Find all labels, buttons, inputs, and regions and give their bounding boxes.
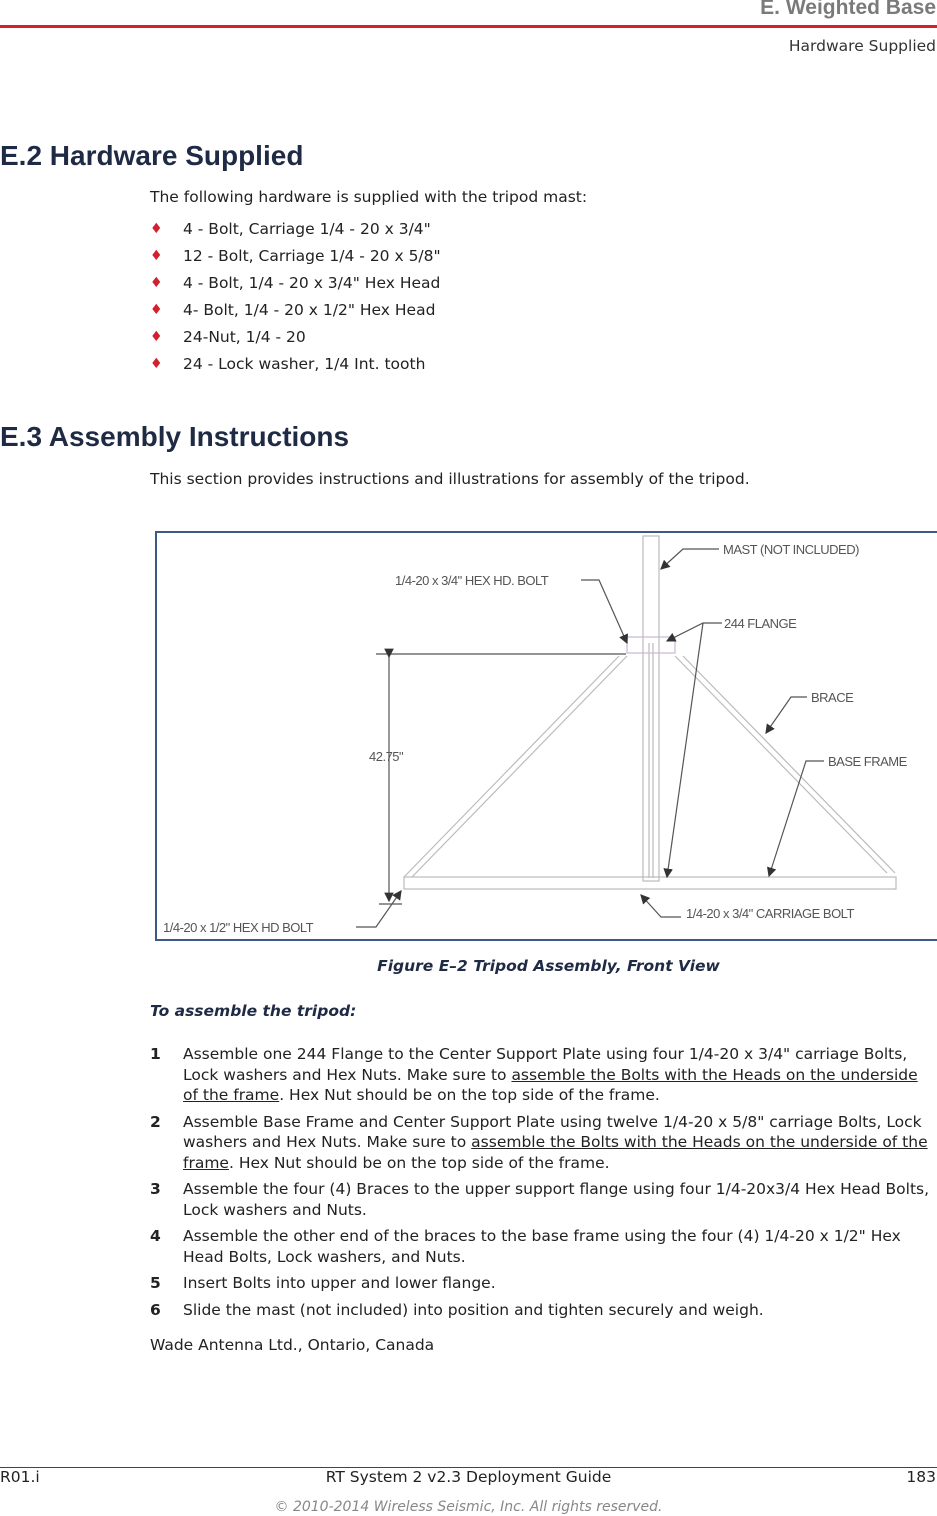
step-number: 3	[150, 1180, 161, 1198]
step-text: Insert Bolts into upper and lower flange.	[183, 1274, 496, 1292]
footer-revision: R01.i	[0, 1468, 40, 1486]
mast-shape	[643, 536, 659, 881]
step-text: . Hex Nut should be on the top side of the frame.	[279, 1086, 660, 1104]
step-number: 6	[150, 1300, 161, 1319]
steps-title: To assemble the tripod:	[150, 1002, 357, 1020]
carriage-bolt-label: 1/4-20 x 3/4" CARRIAGE BOLT	[686, 906, 854, 921]
step-item	[150, 1044, 935, 1106]
list-item-text: 12 - Bolt, Carriage 1/4 - 20 x 5/8"	[183, 247, 441, 265]
step-item	[150, 1112, 935, 1174]
diamond-bullet-icon: ♦	[150, 248, 163, 264]
header-section-title: Hardware Supplied	[788, 37, 936, 55]
base-frame-label: BASE FRAME	[828, 754, 907, 769]
assembly-steps	[150, 1044, 935, 1326]
list-item-text: 4- Bolt, 1/4 - 20 x 1/2" Hex Head	[183, 301, 436, 319]
hardware-list	[150, 219, 441, 381]
list-item	[150, 273, 441, 300]
step-text: Assemble Base Frame and Center Support Plate using twelve 1/4-20 x 5/8" carriage Bolts, Lock washers and Hex Nuts. Make sure to	[183, 1112, 922, 1151]
step-underlined-text: assemble the Bolts with the Heads on the underside of the frame	[183, 1133, 928, 1172]
diamond-bullet-icon: ♦	[150, 221, 163, 237]
hardware-heading: E.2 Hardware Supplied	[0, 140, 304, 171]
base-frame-shape	[404, 877, 896, 889]
assembly-intro: This section provides instructions and illustrations for assembly of the tripod.	[150, 470, 750, 488]
list-item	[150, 246, 441, 273]
list-item-text: 4 - Bolt, Carriage 1/4 - 20 x 3/4"	[183, 220, 431, 238]
header-rule	[0, 25, 937, 28]
step-text: Slide the mast (not included) into position and tighten securely and weigh.	[183, 1300, 764, 1319]
assembly-heading: E.3 Assembly Instructions	[0, 421, 350, 452]
list-item-text: 24-Nut, 1/4 - 20	[183, 328, 306, 346]
step-item	[150, 1273, 935, 1294]
flange-label: 244 FLANGE	[724, 616, 797, 631]
step-text: . Hex Nut should be on the top side of the frame.	[228, 1153, 610, 1172]
step-text: Assemble one 244 Flange to the Center Support Plate using four 1/4-20 x 3/4" carriage Bolts, Lock washers and Hex Nuts. Make sure to	[183, 1045, 908, 1084]
step-number: 2	[150, 1112, 161, 1131]
step-number: 1	[150, 1045, 161, 1063]
figure-caption: Figure E–2 Tripod Assembly, Front View	[377, 957, 720, 975]
list-item	[150, 354, 441, 381]
tripod-diagram	[157, 533, 937, 939]
left-brace	[404, 656, 619, 877]
mast-label: MAST (NOT INCLUDED)	[723, 542, 859, 557]
diamond-bullet-icon: ♦	[150, 302, 163, 318]
step-text: Assemble the four (4) Braces to the upper support flange using four 1/4-20x3/4 Hex Head Bolts, Lock washers and Nuts.	[183, 1180, 930, 1219]
list-item-text: 24 - Lock washer, 1/4 Int. tooth	[183, 355, 426, 373]
brace-label: BRACE	[811, 690, 854, 705]
step-item	[150, 1226, 935, 1267]
diamond-bullet-icon: ♦	[150, 329, 163, 345]
height-dimension-label: 42.75"	[369, 749, 404, 764]
footer-title: RT System 2 v2.3 Deployment Guide	[325, 1468, 612, 1486]
diamond-bullet-icon: ♦	[150, 275, 163, 291]
footer-page-number: 183	[906, 1468, 936, 1486]
step-item	[150, 1300, 935, 1321]
list-item	[150, 300, 441, 327]
step-number: 5	[150, 1274, 161, 1292]
top-bolt-label: 1/4-20 x 3/4" HEX HD. BOLT	[395, 573, 549, 588]
list-item	[150, 327, 441, 354]
flange-shape	[627, 637, 675, 653]
footer-copyright: © 2010-2014 Wireless Seismic, Inc. All rights reserved.	[274, 1499, 663, 1515]
tripod-figure	[155, 531, 937, 941]
header-chapter-title: E. Weighted Base	[760, 0, 936, 19]
list-item	[150, 219, 441, 246]
bottom-bolt-label: 1/4-20 x 1/2" HEX HD BOLT	[163, 920, 314, 935]
diamond-bullet-icon: ♦	[150, 356, 163, 372]
step-underlined-text: assemble the Bolts with the Heads on the underside of the frame	[183, 1065, 918, 1104]
hardware-intro: The following hardware is supplied with the tripod mast:	[150, 188, 588, 206]
step-text: Assemble the other end of the braces to the base frame using the four (4) 1/4-20 x 1/2" Hex Head Bolts, Lock washers, and Nuts.	[183, 1227, 901, 1266]
step-number: 4	[150, 1227, 161, 1245]
credit-text: Wade Antenna Ltd., Ontario, Canada	[150, 1336, 435, 1354]
list-item-text: 4 - Bolt, 1/4 - 20 x 3/4" Hex Head	[183, 274, 441, 292]
step-item	[150, 1179, 935, 1220]
